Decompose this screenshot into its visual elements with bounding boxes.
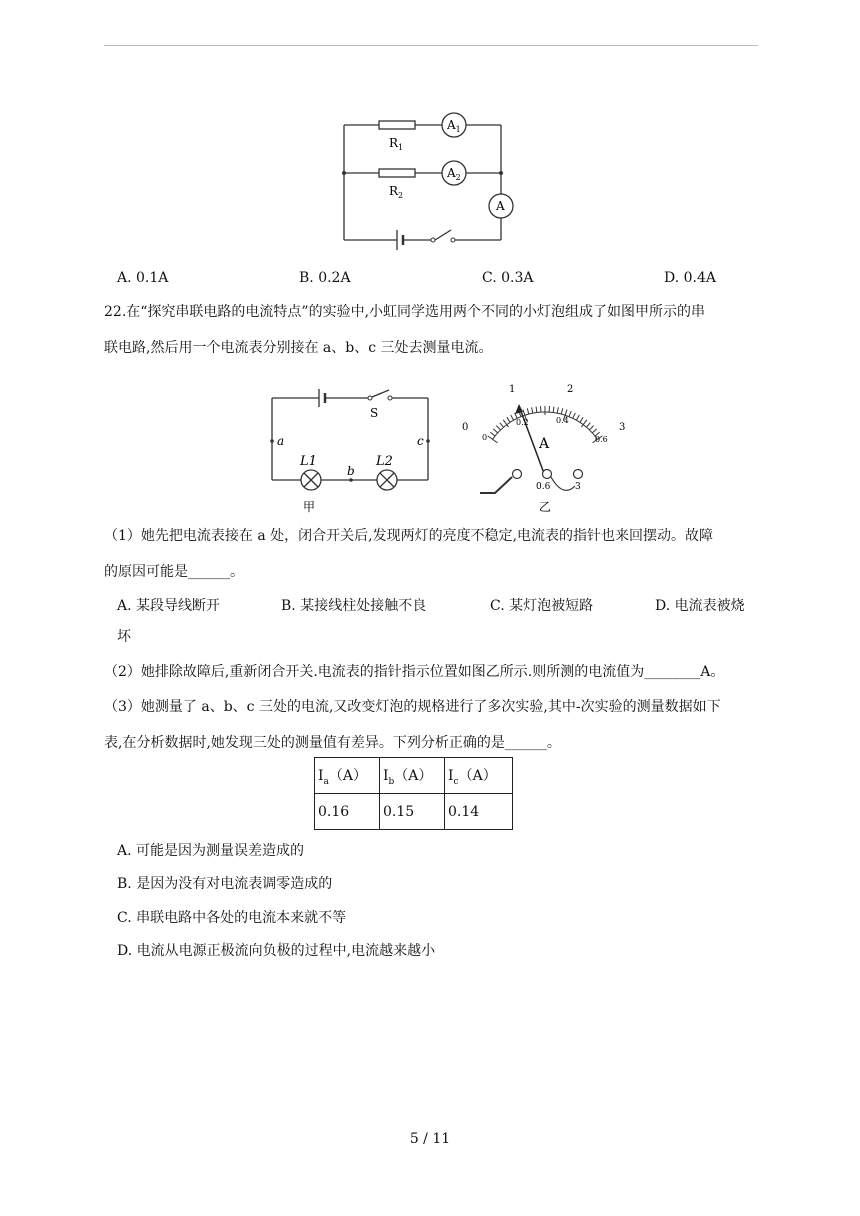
dial-tick — [580, 417, 583, 422]
q21-option-d: D. 0.4A — [664, 270, 717, 286]
cell-ic: 0.14 — [445, 794, 513, 830]
q22-part1-option-c: C. 某灯泡被短路 — [490, 598, 594, 614]
dial-tick — [586, 423, 590, 428]
measurement-table — [314, 757, 513, 830]
dial-tick — [561, 408, 563, 414]
cell-ia: 0.16 — [315, 794, 380, 830]
header-rule — [104, 45, 758, 46]
q21-option-c: C. 0.3A — [482, 270, 534, 286]
dial-tick — [507, 417, 510, 422]
q22-ammeter-dial — [455, 378, 635, 518]
dial-tick — [557, 407, 558, 413]
q22-series-circuit-diagram — [265, 383, 440, 518]
dial-small-tick-0: 0 — [482, 433, 488, 442]
q22-part1-line-1: （1）她先把电流表接在 a 处，闭合开关后,发现两灯的亮度不稳定,电流表的指针也来回摆动。故障 — [104, 528, 714, 544]
dial-big-tick-3: 3 — [619, 422, 626, 433]
header-ia: $I_a(A)$ — [315, 758, 380, 794]
page-number: 5 / 11 — [409, 1131, 451, 1147]
dial-tick — [569, 411, 571, 417]
label-ammeter-a1: $A_1$ — [447, 118, 461, 134]
q22-part1-line-2: 的原因可能是______。 — [104, 564, 244, 580]
cell-ib: 0.15 — [380, 794, 445, 830]
label-point-b: b — [347, 464, 355, 478]
dial-unit: A — [539, 436, 550, 452]
q21-option-a: A. 0.1A — [117, 270, 169, 286]
dial-tick — [589, 426, 593, 430]
label-point-c: c — [417, 434, 424, 448]
label-r1: $R_1$ — [389, 136, 404, 152]
label-l2: L2 — [376, 454, 393, 469]
dial-small-tick-0-6: 0.6 — [595, 435, 608, 444]
q22-part3-line-1: （3）她测量了 a、b、c 三处的电流,又改变灯泡的规格进行了多次实验,其中-次实验的测量数据如下 — [104, 699, 721, 715]
dial-tick — [532, 407, 533, 413]
label-ammeter-a2: $A_2$ — [447, 166, 461, 182]
header-ib: $I_b(A)$ — [380, 758, 445, 794]
q22-part3-option-b: B. 是因为没有对电流表调零造成的 — [117, 876, 333, 892]
caption-yi: 乙 — [539, 500, 552, 514]
label-l1: L1 — [300, 454, 317, 469]
dial-tick — [592, 429, 596, 433]
q22-stem-line-2: 联电路,然后用一个电流表分别接在 a、b、c 三处去测量电流。 — [104, 340, 493, 356]
dial-tick — [536, 407, 537, 413]
dial-tick — [511, 415, 514, 420]
table-header-row — [315, 758, 513, 794]
dial-tick — [500, 423, 504, 428]
q22-part1-option-b: B. 某接线柱处接触不良 — [281, 598, 427, 614]
dial-small-tick-0-4: 0.4 — [556, 416, 569, 425]
label-switch-s: S — [370, 406, 379, 420]
dial-tick — [496, 426, 500, 430]
q22-part3-option-c: C. 串联电路中各处的电流本来就不等 — [117, 910, 347, 926]
q22-stem-line-1: 22.在“探究串联电路的电流特点”的实验中,小虹同学选用两个不同的小灯泡组成了如图甲所示的串 — [104, 304, 706, 320]
dial-big-tick-2: 2 — [567, 384, 574, 395]
dial-big-tick-0: 0 — [462, 422, 469, 433]
label-ammeter-a: A — [496, 199, 505, 213]
terminal-0-6: 0.6 — [536, 482, 551, 492]
header-ic: $I_c(A)$ — [445, 758, 513, 794]
q21-option-b: B. 0.2A — [299, 270, 351, 286]
dial-tick — [553, 407, 554, 413]
dial-tick — [493, 429, 497, 433]
q22-part1-option-d: D. 电流表被烧 — [655, 598, 745, 614]
dial-small-tick-0-2: 0.2 — [516, 418, 529, 427]
q22-part3-option-a: A. 可能是因为测量误差造成的 — [117, 843, 305, 859]
q22-part1-option-d-continued: 坏 — [117, 629, 131, 645]
q22-part3-line-2: 表,在分析数据时,她发现三处的测量值有差异。下列分析正确的是______。 — [104, 735, 561, 751]
terminal-3: 3 — [575, 482, 581, 492]
q22-part3-option-d: D. 电流从电源正极流向负极的过程中,电流越来越小 — [117, 943, 436, 959]
label-r2: $R_2$ — [389, 184, 404, 200]
table-row — [315, 794, 513, 830]
dial-tick — [573, 413, 576, 418]
q22-part1-option-a: A. 某段导线断开 — [117, 598, 221, 614]
dial-tick — [490, 432, 495, 436]
dial-big-tick-1: 1 — [509, 384, 516, 395]
dial-tick — [527, 408, 529, 414]
q22-part2: （2）她排除故障后,重新闭合开关.电流表的指针指示位置如图乙所示.则所测的电流值为________A。 — [104, 664, 725, 680]
dial-tick — [576, 415, 579, 420]
q21-parallel-circuit-diagram — [335, 105, 515, 255]
label-point-a: a — [277, 434, 285, 448]
caption-jia: 甲 — [303, 500, 316, 514]
